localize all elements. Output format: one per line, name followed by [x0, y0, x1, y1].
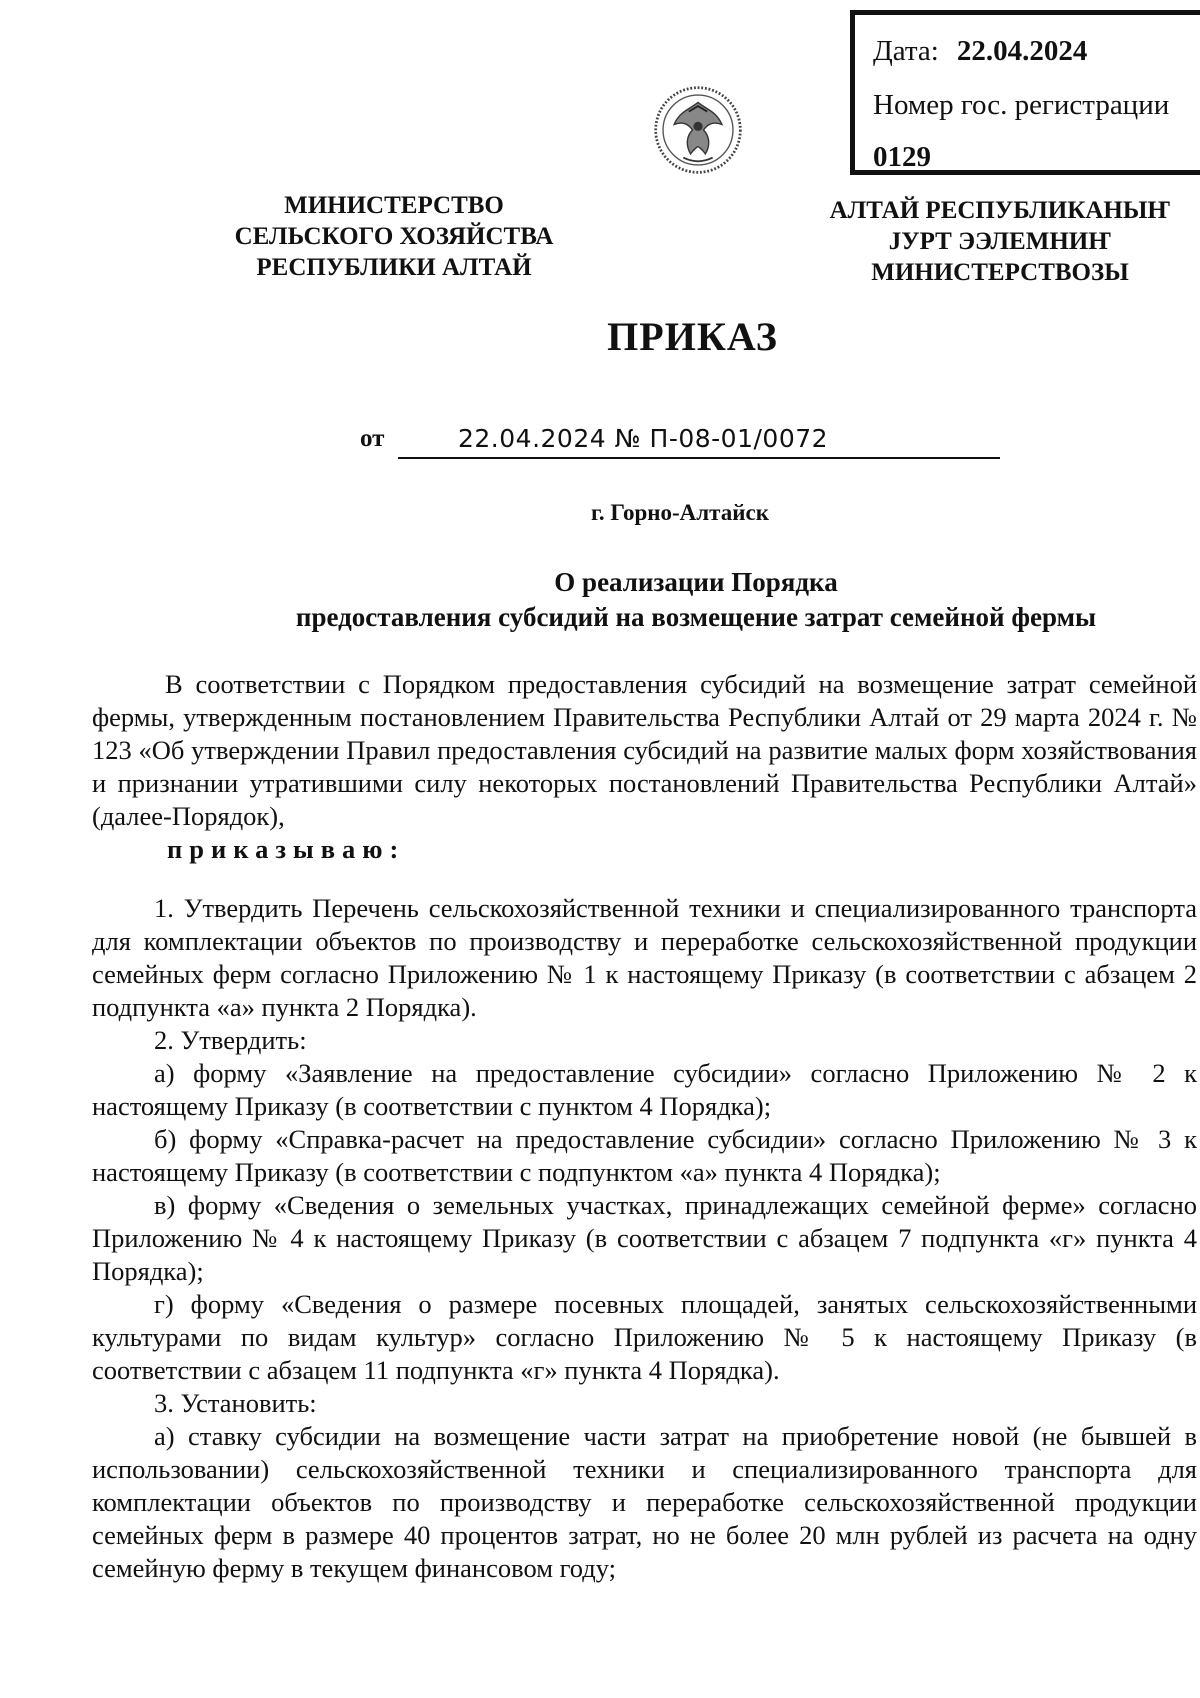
ministry-name-altai [800, 195, 1200, 288]
ministry-name-russian [196, 190, 592, 283]
order-from-label: от [360, 425, 385, 452]
registration-stamp [850, 10, 1200, 175]
order-word: приказываю: [167, 834, 406, 864]
item-3a: а) ставку субсидии на возмещение части затрат на приобретение новой (не бывшей в использовании) сельскохозяйственной техники и специализированного транспорта для комплектации объектов по производству и переработке сельскохозяйственной продукции семейных ферм в размере 40 процентов затрат, но не более 20 млн рублей из расчета на одну семейную ферму в текущем финансовом году; [92, 1421, 1197, 1583]
registration-date [873, 35, 1087, 68]
subject-line-2: предоставления субсидий на возмещение затрат семейной фермы [295, 602, 1097, 632]
registration-code: 0129 [873, 141, 931, 173]
preamble-paragraph: В соответствии с Порядком предоставления субсидий на возмещение затрат семейной фермы, утвержденным постановлением Правительства Республики Алтай от 29 марта 2024 г. № 123 «Об утверждении Правил предоставления субсидий на развитие малых форм хозяйствования и признании утратившими силу некоторых постановлений Правительства Республики Алтай» (далее-Порядок), [92, 669, 1197, 831]
ministry-ru-line: МИНИСТЕРСТВО [284, 192, 504, 219]
ministry-ru-line: РЕСПУБЛИКИ АЛТАЙ [256, 254, 532, 281]
registration-number-label: Номер гос. регистрации [873, 89, 1170, 121]
ministry-alt-line: АЛТАЙ РЕСПУБЛИКАНЫҤ [829, 197, 1171, 224]
item-2a: а) форму «Заявление на предоставление субсидии» согласно Приложению № 2 к настоящему Приказу (в соответствии с пунктом 4 Порядка); [92, 1058, 1197, 1121]
item-1: 1. Утвердить Перечень сельскохозяйственной техники и специализированного транспорта для комплектации объектов по производству и переработке сельскохозяйственной продукции семейных ферм согласно Приложению № 1 к настоящему Приказу (в соответствии с абзацем 2 подпункта «а» пункта 2 Порядка). [92, 893, 1197, 1022]
ministry-alt-line: ЈУРТ ЭЭЛЕМНИҤ [888, 228, 1112, 255]
order-body [92, 668, 1197, 1585]
item-3: 3. Установить: [154, 1388, 317, 1418]
coat-of-arms-icon [652, 84, 744, 176]
registration-date-label: Дата: [873, 35, 939, 67]
item-2v: в) форму «Сведения о земельных участках, принадлежащих семейной ферме» согласно Приложению № 4 к настоящему Приказу (в соответствии с абзацем 7 подпункта «г» пункта 4 Порядка); [92, 1190, 1197, 1286]
order-title: ПРИКАЗ [607, 314, 778, 359]
order-number-underline [398, 457, 1000, 459]
ministry-ru-line: СЕЛЬСКОГО ХОЗЯЙСТВА [234, 223, 554, 250]
item-2b: б) форму «Справка-расчет на предоставление субсидии» согласно Приложению № 3 к настоящему Приказу (в соответствии с подпунктом «а» пункта 4 Порядка); [92, 1124, 1197, 1187]
subject-line-1: О реализации Порядка [554, 567, 838, 597]
item-2g: г) форму «Сведения о размере посевных площадей, занятых сельскохозяйственными культурами по видам культур» согласно Приложению № 5 к настоящему Приказу (в соответствии с абзацем 11 подпункта «г» пункта 4 Порядка). [92, 1289, 1197, 1385]
order-number: 22.04.2024 № П-08-01/0072 [458, 424, 829, 453]
order-subject [150, 565, 1200, 635]
registration-date-value: 22.04.2024 [956, 35, 1088, 67]
item-2: 2. Утвердить: [154, 1025, 307, 1055]
ministry-alt-line: МИНИСТЕРСТВОЗЫ [871, 259, 1129, 286]
order-city: г. Горно-Алтайск [591, 500, 769, 525]
